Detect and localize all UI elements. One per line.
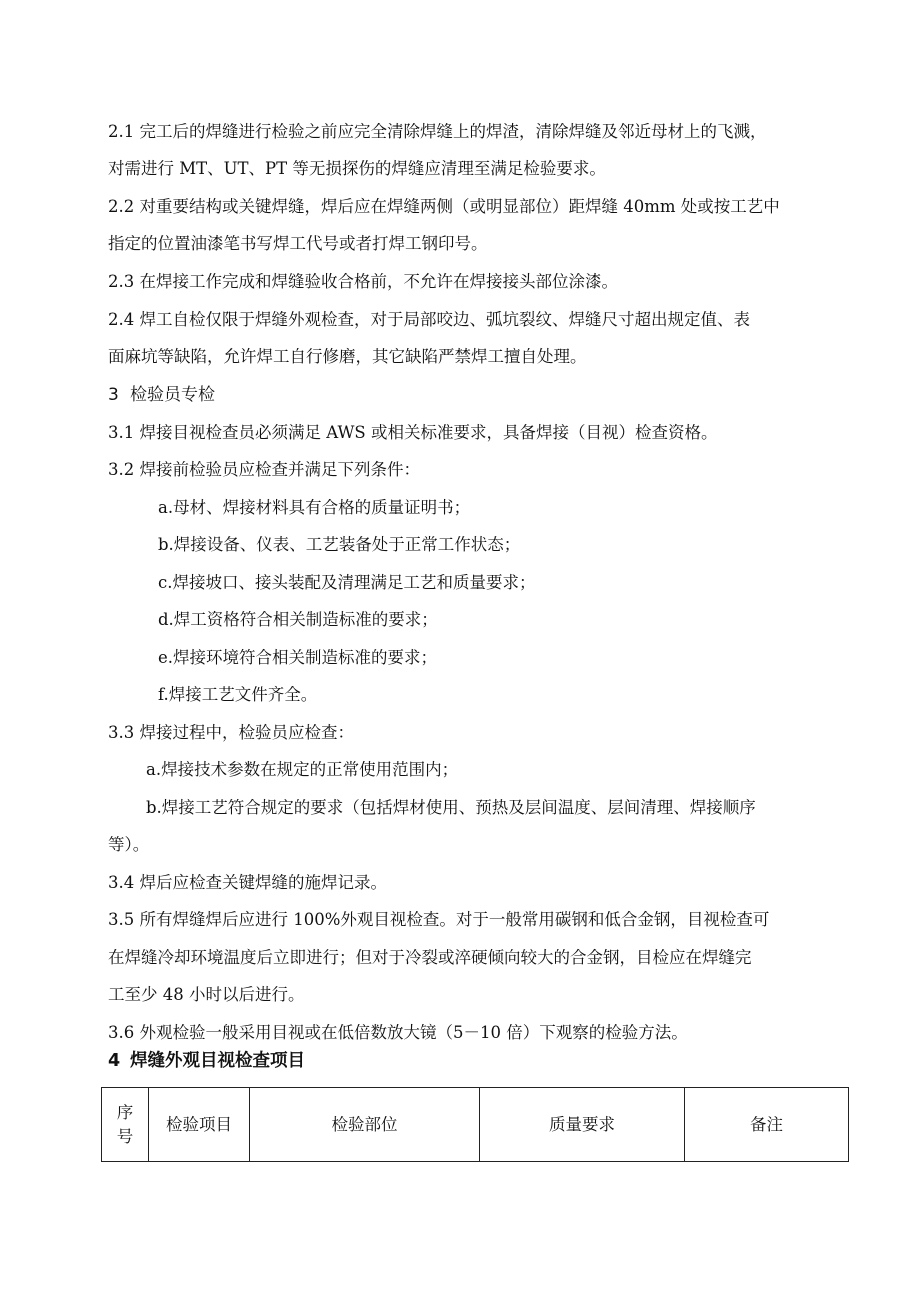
paragraph-2-2-line-2: 指定的位置油漆笔书写焊工代号或者打焊工钢印号。 — [108, 234, 488, 253]
table-header-row — [102, 1088, 849, 1162]
paragraph-3-6: 3.6 外观检验一般采用目视或在低倍数放大镜（5－10 倍）下观察的检验方法。 — [108, 1023, 688, 1042]
paragraph-2-1-line-1: 2.1 完工后的焊缝进行检验之前应完全清除焊缝上的焊渣，清除焊缝及邻近母材上的飞溅， — [108, 122, 767, 141]
header-seq-line-2: 号 — [116, 1126, 134, 1146]
paragraph-2-4-line-2: 面麻坑等缺陷，允许焊工自行修磨，其它缺陷严禁焊工擅自处理。 — [108, 347, 587, 366]
header-cell-quality-requirement: 质量要求 — [480, 1088, 685, 1162]
paragraph-2-4-line-1: 2.4 焊工自检仅限于焊缝外观检查，对于局部咬边、弧坑裂纹、焊缝尺寸超出规定值、表 — [108, 310, 750, 329]
section-heading-4 — [108, 1050, 305, 1072]
paragraph-3-5-line-1: 3.5 所有焊缝焊后应进行 100%外观目视检查。对于一般常用碳钢和低合金钢，目视检查可 — [108, 910, 770, 929]
header-cell-inspection-location: 检验部位 — [250, 1088, 480, 1162]
paragraph-2-3: 2.3 在焊接工作完成和焊缝验收合格前，不允许在焊接接头部位涂漆。 — [108, 272, 618, 291]
header-cell-remarks: 备注 — [685, 1088, 849, 1162]
paragraph-3-3: 3.3 焊接过程中，检验员应检查： — [108, 723, 354, 742]
list-item-3-2-b: b.焊接设备、仪表、工艺装备处于正常工作状态； — [158, 535, 521, 554]
list-item-3-2-f: f.焊接工艺文件齐全。 — [158, 685, 318, 704]
paragraph-2-1-line-2: 对需进行 MT、UT、PT 等无损探伤的焊缝应清理至满足检验要求。 — [108, 159, 606, 178]
paragraph-2-2-line-1: 2.2 对重要结构或关键焊缝，焊后应在焊缝两侧（或明显部位）距焊缝 40mm 处或按工艺中 — [108, 197, 780, 216]
list-item-3-2-d: d.焊工资格符合相关制造标准的要求； — [158, 610, 438, 629]
paragraph-3-2: 3.2 焊接前检验员应检查并满足下列条件： — [108, 460, 420, 479]
header-cell-seq — [102, 1088, 149, 1162]
section-title: 检验员专检 — [130, 385, 215, 405]
inspection-items-table — [101, 1087, 849, 1162]
header-cell-inspection-item: 检验项目 — [149, 1088, 250, 1162]
paragraph-3-1: 3.1 焊接目视检查员必须满足 AWS 或相关标准要求，具备焊接（目视）检查资格。 — [108, 423, 718, 442]
header-seq-line-1: 序 — [116, 1102, 134, 1122]
list-item-3-2-a: a.母材、焊接材料具有合格的质量证明书； — [158, 498, 471, 517]
list-item-3-2-e: e.焊接环境符合相关制造标准的要求； — [158, 648, 438, 667]
paragraph-3-5-line-3: 工至少 48 小时以后进行。 — [108, 985, 305, 1004]
list-item-3-3-b-line-1: b.焊接工艺符合规定的要求（包括焊材使用、预热及层间温度、层间清理、焊接顺序 — [146, 798, 756, 817]
section-heading-3 — [108, 384, 215, 406]
section-number: 3 — [108, 385, 119, 405]
list-item-3-3-b-line-2: 等）。 — [108, 835, 150, 854]
list-item-3-2-c: c.焊接坡口、接头装配及清理满足工艺和质量要求； — [158, 573, 536, 592]
list-item-3-3-a: a.焊接技术参数在规定的正常使用范围内； — [146, 760, 459, 779]
section-title: 焊缝外观目视检查项目 — [130, 1051, 305, 1071]
section-number: 4 — [108, 1051, 121, 1071]
paragraph-3-5-line-2: 在焊缝冷却环境温度后立即进行；但对于冷裂或淬硬倾向较大的合金钢，目检应在焊缝完 — [108, 948, 752, 967]
paragraph-3-4: 3.4 焊后应检查关键焊缝的施焊记录。 — [108, 873, 387, 892]
